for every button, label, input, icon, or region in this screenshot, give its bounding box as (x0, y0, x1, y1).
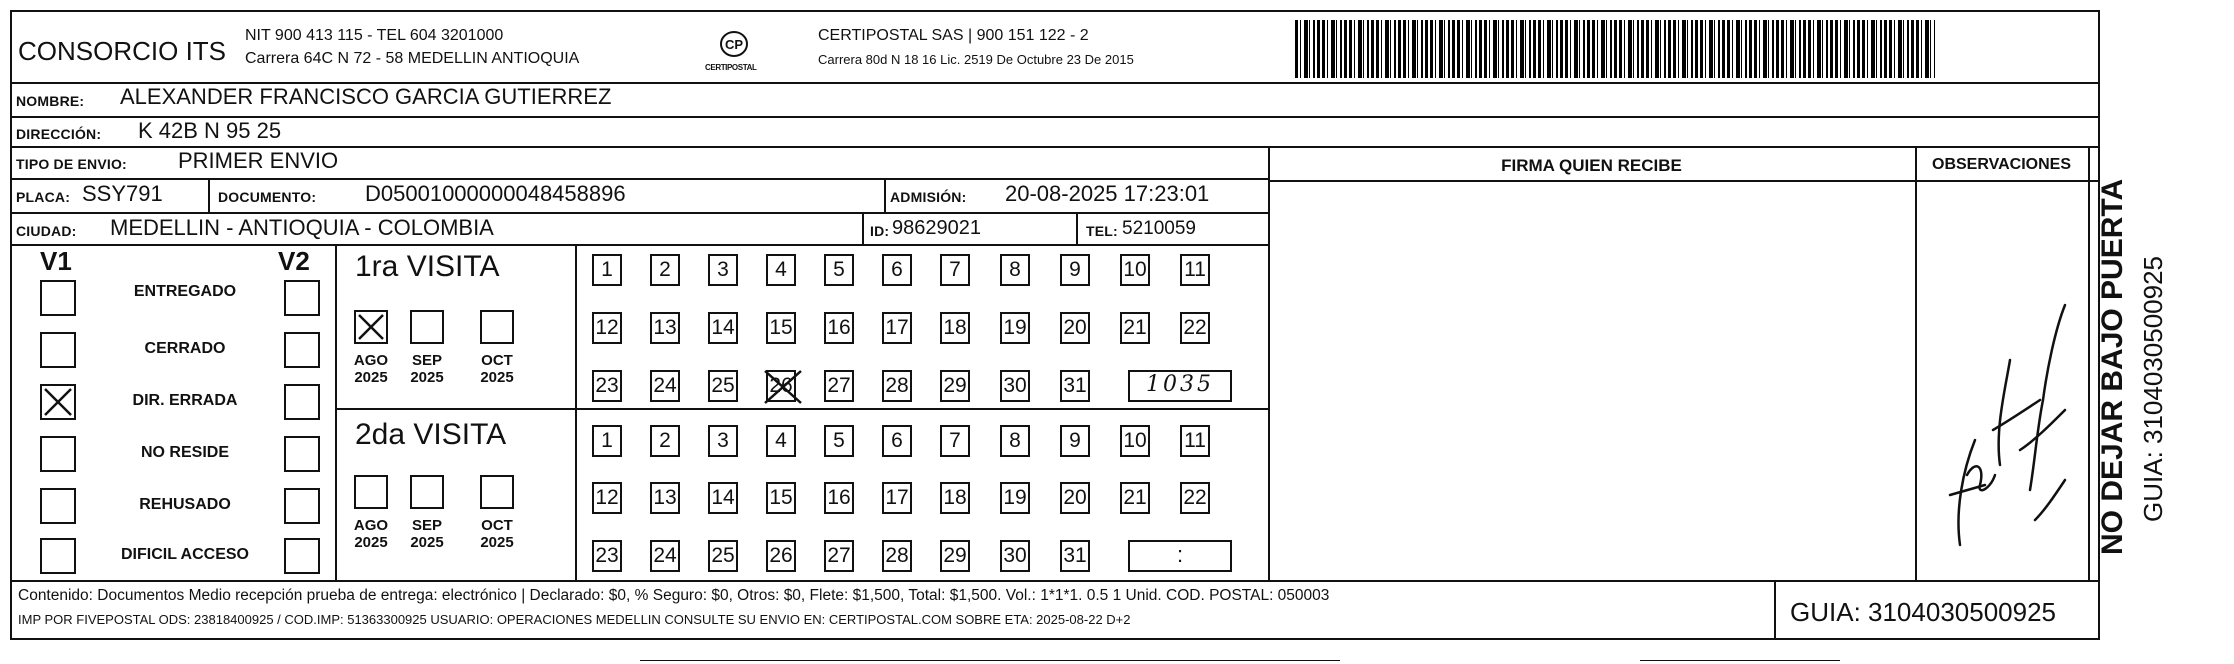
first-visit-day-3[interactable]: 3 (708, 254, 738, 286)
first-visit-day-27[interactable]: 27 (824, 370, 854, 402)
second-visit-day-17[interactable]: 17 (882, 482, 912, 514)
status-label-entregado: ENTREGADO (133, 283, 237, 300)
company-line-2: Carrera 64C N 72 - 58 MEDELLIN ANTIOQUIA (245, 50, 580, 67)
first-visit-day-14[interactable]: 14 (708, 312, 738, 344)
first-visit-time-box[interactable]: 1035 (1128, 370, 1232, 402)
second-visit-day-21[interactable]: 21 (1120, 482, 1150, 514)
company-line-1: NIT 900 413 115 - TEL 604 3201000 (245, 27, 504, 44)
second-visit-day-31[interactable]: 31 (1060, 540, 1090, 572)
observaciones-label: OBSERVACIONES (1932, 156, 2071, 173)
direccion-label: DIRECCIÓN: (16, 126, 102, 142)
second-visit-day-4[interactable]: 4 (766, 425, 796, 457)
second-visit-day-8[interactable]: 8 (1000, 425, 1030, 457)
carrier-line-2: Carrera 80d N 18 16 Lic. 2519 De Octubre 23 De 2015 (818, 52, 1134, 67)
second-visit-day-23[interactable]: 23 (592, 540, 622, 572)
status-label-dir-errada: DIR. ERRADA (132, 392, 238, 409)
second-visit-day-5[interactable]: 5 (824, 425, 854, 457)
tipo-envio-label: TIPO DE ENVIO: (16, 156, 127, 172)
first-visit-month-box-ago[interactable] (354, 310, 388, 344)
tel-label: TEL: (1086, 223, 1118, 239)
second-visit-time-box[interactable]: : (1128, 540, 1232, 572)
handwritten-observation (1915, 290, 2088, 560)
second-visit-day-19[interactable]: 19 (1000, 482, 1030, 514)
first-visit-day-31[interactable]: 31 (1060, 370, 1090, 402)
v1-checkbox-entregado[interactable] (40, 280, 76, 316)
status-label-dificil-acceso: DIFICIL ACCESO (120, 546, 249, 563)
documento-value: D05001000000048458896 (365, 181, 626, 206)
v2-checkbox-no-reside[interactable] (284, 436, 320, 472)
v1-label: V1 (40, 246, 72, 276)
first-visit-day-26[interactable]: 26 (766, 370, 796, 402)
second-visit-day-30[interactable]: 30 (1000, 540, 1030, 572)
company-name: CONSORCIO ITS (18, 36, 227, 66)
id-label: ID: (870, 223, 890, 239)
first-visit-day-11[interactable]: 11 (1180, 254, 1210, 286)
status-label-no-reside: NO RESIDE (140, 444, 229, 461)
second-visit-day-28[interactable]: 28 (882, 540, 912, 572)
first-visit-day-25[interactable]: 25 (708, 370, 738, 402)
ciudad-label: CIUDAD: (16, 223, 77, 239)
first-visit-day-20[interactable]: 20 (1060, 312, 1090, 344)
second-visit-month-label-sep: SEP 2025 (410, 517, 444, 551)
first-visit-day-5[interactable]: 5 (824, 254, 854, 286)
first-visit-day-6[interactable]: 6 (882, 254, 912, 286)
v2-label: V2 (278, 246, 310, 276)
first-visit-title: 1ra VISITA (355, 250, 500, 283)
second-visit-day-11[interactable]: 11 (1180, 425, 1210, 457)
tipo-envio-value: PRIMER ENVIO (178, 148, 339, 173)
first-visit-day-16[interactable]: 16 (824, 312, 854, 344)
v2-checkbox-dificil-acceso[interactable] (284, 538, 320, 574)
v1-checkbox-dir-errada[interactable] (40, 384, 76, 420)
first-visit-month-box-oct[interactable] (480, 310, 514, 344)
second-visit-day-29[interactable]: 29 (940, 540, 970, 572)
second-visit-day-13[interactable]: 13 (650, 482, 680, 514)
second-visit-day-6[interactable]: 6 (882, 425, 912, 457)
footer-line-2: IMP POR FIVEPOSTAL ODS: 23818400925 / COD.IMP: 51363300925 USUARIO: OPERACIONES MEDELLIN CONSULTE SU ENVIO EN: CERTIPOSTAL.COM SOBRE ETA: 2025-08-22 D+2 (18, 612, 1131, 627)
first-visit-month-label-sep: SEP 2025 (410, 352, 444, 386)
first-visit-day-1[interactable]: 1 (592, 254, 622, 286)
first-visit-month-box-sep[interactable] (410, 310, 444, 344)
footer-line-1: Contenido: Documentos Medio recepción prueba de entrega: electrónico | Declarado: $0, % Seguro: $0, Otros: $0, Flete: $1,500, Total: $1,500. Vol.: 1*1*1. 0.5 1 Unid. COD. POSTAL: 050003 (18, 587, 1330, 604)
footer-guia: GUIA: 3104030500925 (1790, 597, 2056, 627)
nombre-value: ALEXANDER FRANCISCO GARCIA GUTIERREZ (120, 84, 612, 109)
carrier-line-1: CERTIPOSTAL SAS | 900 151 122 - 2 (818, 27, 1089, 44)
v1-checkbox-no-reside[interactable] (40, 436, 76, 472)
certipostal-logo-text: CERTIPOSTAL (705, 63, 757, 72)
admision-value: 20-08-2025 17:23:01 (1005, 181, 1210, 206)
second-visit-day-24[interactable]: 24 (650, 540, 680, 572)
second-visit-month-label-oct: OCT 2025 (480, 517, 514, 551)
first-visit-day-18[interactable]: 18 (940, 312, 970, 344)
v2-checkbox-rehusado[interactable] (284, 488, 320, 524)
second-visit-day-9[interactable]: 9 (1060, 425, 1090, 457)
documento-label: DOCUMENTO: (218, 189, 317, 205)
second-visit-day-15[interactable]: 15 (766, 482, 796, 514)
first-visit-day-4[interactable]: 4 (766, 254, 796, 286)
second-visit-month-label-ago: AGO 2025 (353, 517, 389, 551)
first-visit-day-13[interactable]: 13 (650, 312, 680, 344)
first-visit-day-8[interactable]: 8 (1000, 254, 1030, 286)
first-visit-day-17[interactable]: 17 (882, 312, 912, 344)
second-visit-day-7[interactable]: 7 (940, 425, 970, 457)
status-label-rehusado: REHUSADO (139, 496, 231, 513)
second-visit-month-box-sep[interactable] (410, 475, 444, 509)
admision-label: ADMISIÓN: (890, 189, 967, 205)
second-visit-day-27[interactable]: 27 (824, 540, 854, 572)
second-visit-month-box-ago[interactable] (354, 475, 388, 509)
first-visit-day-24[interactable]: 24 (650, 370, 680, 402)
first-visit-day-28[interactable]: 28 (882, 370, 912, 402)
v2-checkbox-dir-errada[interactable] (284, 384, 320, 420)
first-visit-day-10[interactable]: 10 (1120, 254, 1150, 286)
first-visit-day-22[interactable]: 22 (1180, 312, 1210, 344)
id-value: 98629021 (892, 217, 981, 239)
first-visit-month-label-ago: AGO 2025 (353, 352, 389, 386)
second-visit-day-10[interactable]: 10 (1120, 425, 1150, 457)
svg-text:CP: CP (724, 37, 744, 52)
first-visit-day-29[interactable]: 29 (940, 370, 970, 402)
day-26-strike-mark (762, 368, 804, 406)
first-visit-day-30[interactable]: 30 (1000, 370, 1030, 402)
barcode (1295, 20, 1935, 78)
second-visit-day-18[interactable]: 18 (940, 482, 970, 514)
tel-value: 5210059 (1122, 218, 1196, 239)
placa-value: SSY791 (82, 181, 163, 206)
v2-checkbox-cerrado[interactable] (284, 332, 320, 368)
first-visit-day-19[interactable]: 19 (1000, 312, 1030, 344)
v2-checkbox-entregado[interactable] (284, 280, 320, 316)
first-visit-day-12[interactable]: 12 (592, 312, 622, 344)
second-visit-day-16[interactable]: 16 (824, 482, 854, 514)
second-visit-title: 2da VISITA (355, 418, 507, 451)
second-visit-day-25[interactable]: 25 (708, 540, 738, 572)
v1-checkbox-cerrado[interactable] (40, 332, 76, 368)
first-visit-day-23[interactable]: 23 (592, 370, 622, 402)
status-label-cerrado: CERRADO (144, 340, 226, 357)
first-visit-month-label-oct: OCT 2025 (480, 352, 514, 386)
first-visit-day-9[interactable]: 9 (1060, 254, 1090, 286)
ciudad-value: MEDELLIN - ANTIOQUIA - COLOMBIA (110, 215, 494, 240)
v1-checkbox-rehusado[interactable] (40, 488, 76, 524)
direccion-value: K 42B N 95 25 (138, 118, 282, 143)
first-visit-day-7[interactable]: 7 (940, 254, 970, 286)
second-visit-day-26[interactable]: 26 (766, 540, 796, 572)
v1-checkbox-dificil-acceso[interactable] (40, 538, 76, 574)
second-visit-day-12[interactable]: 12 (592, 482, 622, 514)
second-visit-day-14[interactable]: 14 (708, 482, 738, 514)
first-visit-day-2[interactable]: 2 (650, 254, 680, 286)
first-visit-day-15[interactable]: 15 (766, 312, 796, 344)
side-warning: NO DEJAR BAJO PUERTA (2096, 178, 2129, 555)
second-visit-month-box-oct[interactable] (480, 475, 514, 509)
nombre-label: NOMBRE: (16, 93, 85, 109)
second-visit-day-22[interactable]: 22 (1180, 482, 1210, 514)
first-visit-day-21[interactable]: 21 (1120, 312, 1150, 344)
firma-label: FIRMA QUIEN RECIBE (1501, 156, 1682, 175)
second-visit-day-2[interactable]: 2 (650, 425, 680, 457)
second-visit-day-3[interactable]: 3 (708, 425, 738, 457)
placa-label: PLACA: (16, 189, 71, 205)
side-guia: GUIA: 3104030500925 (2138, 256, 2168, 522)
second-visit-day-1[interactable]: 1 (592, 425, 622, 457)
second-visit-day-20[interactable]: 20 (1060, 482, 1090, 514)
